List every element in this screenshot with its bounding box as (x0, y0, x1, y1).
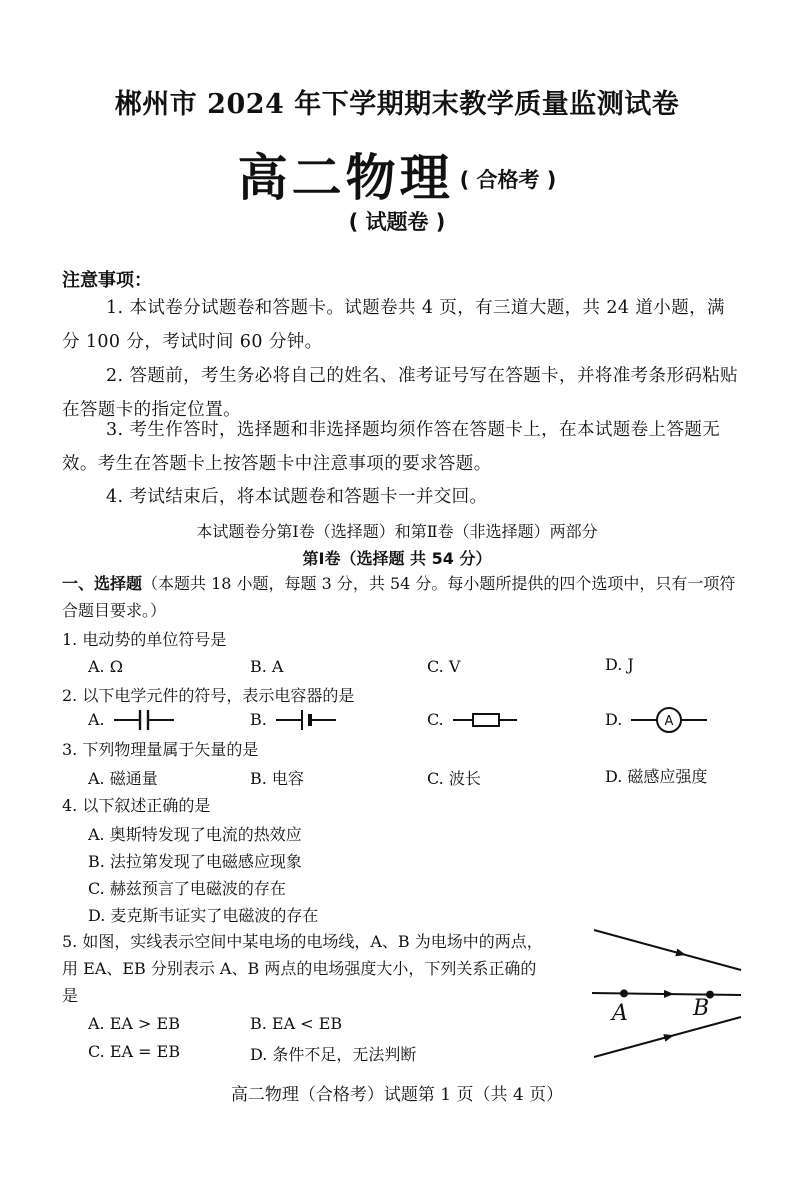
part-1-instructions: （本题共 18 小题，每题 3 分，共 54 分。每小题所提供的四个选项中，只有一项符合题目要求。） (62, 574, 736, 620)
subject-note: ( 合格考 ) (459, 168, 557, 192)
ammeter-icon (631, 706, 707, 734)
q5-option-c: C. EA = EB (88, 1042, 181, 1061)
part-1-label: 一、选择题 (62, 574, 143, 593)
field-line-top (594, 930, 741, 970)
notice-title: 注意事项： (62, 270, 152, 291)
q3-option-a: A. 磁通量 (88, 769, 158, 788)
q5-option-d: D. 条件不足，无法判断 (250, 1045, 417, 1064)
subject-heading (0, 138, 794, 210)
page-footer: 高二物理（合格考）试题第 1 页（共 4 页） (230, 1085, 564, 1105)
q2-option-b (250, 708, 336, 732)
q2-option-d-label: D. (605, 709, 623, 729)
q5-option-a: A. EA > EB (88, 1014, 180, 1033)
question-4-stem: 4. 以下叙述正确的是 (62, 796, 211, 815)
field-line-middle (592, 993, 741, 995)
ammeter-letter: A (664, 714, 674, 729)
q4-option-c: C. 赫兹预言了电磁波的存在 (88, 879, 286, 898)
parts-intro: 本试题卷分第Ⅰ卷（选择题）和第Ⅱ卷（非选择题）两部分 (196, 522, 598, 541)
notice-item-1: 1. 本试卷分试题卷和答题卡。试题卷共 4 页，有三道大题，共 24 道小题，满分 100 分，考试时间 60 分钟。 (62, 298, 725, 352)
part-1-heading (62, 570, 742, 624)
point-a-label: A (612, 1001, 628, 1026)
subject-title: 高二物理 (237, 149, 454, 207)
q2-option-c (427, 708, 517, 732)
capacitor-icon (114, 708, 174, 732)
q4-option-d: D. 麦克斯韦证实了电磁波的存在 (88, 906, 319, 925)
q2-option-b-label: B. (250, 709, 267, 729)
section-1-title: 第Ⅰ卷（选择题 共 54 分） (302, 549, 492, 568)
q3-option-d: D. 磁感应强度 (605, 767, 708, 786)
q2-option-d (605, 706, 707, 734)
q4-option-b: B. 法拉第发现了电磁感应现象 (88, 852, 302, 871)
question-5-stem-line-1: 5. 如图，实线表示空间中某电场的电场线，A、B 为电场中的两点， (62, 932, 543, 951)
question-5-stem-line-2: 用 EA、EB 分别表示 A、B 两点的电场强度大小，下列关系正确的 (62, 959, 537, 978)
question-1-stem: 1. 电动势的单位符号是 (62, 630, 227, 649)
paper-type: ( 试题卷 ) (348, 210, 446, 234)
q3-option-b: B. 电容 (250, 769, 304, 788)
question-2-stem: 2. 以下电学元件的符号，表示电容器的是 (62, 686, 355, 705)
q1-option-c: C. V (427, 657, 461, 676)
exam-title: 郴州市 2024 年下学期期末教学质量监测试卷 (114, 89, 680, 120)
q1-option-a: A. Ω (88, 657, 123, 676)
q1-option-b: B. A (250, 657, 284, 676)
electric-field-figure (586, 920, 746, 1065)
question-5-stem-line-3: 是 (62, 986, 79, 1005)
notice-item-2: 2. 答题前，考生务必将自己的姓名、准考证号写在答题卡，并将准考条形码粘贴在答题卡的指定位置。 (62, 366, 739, 420)
q3-option-c: C. 波长 (427, 769, 481, 788)
q1-option-d: D. J (605, 655, 634, 674)
resistor-icon (453, 708, 517, 732)
q2-option-a (88, 708, 174, 732)
point-a-dot (620, 989, 628, 997)
q2-option-a-label: A. (88, 709, 105, 729)
notice-item-4: 4. 考试结束后，将本试题卷和答题卡一并交回。 (106, 487, 488, 507)
question-3-stem: 3. 下列物理量属于矢量的是 (62, 740, 259, 759)
point-b-label: B (693, 996, 710, 1021)
q2-option-c-label: C. (427, 709, 444, 729)
q5-option-b: B. EA < EB (250, 1014, 343, 1033)
q4-option-a: A. 奥斯特发现了电流的热效应 (88, 825, 302, 844)
battery-icon (276, 708, 336, 732)
notice-item-3: 3. 考生作答时，选择题和非选择题均须作答在答题卡上，在本试题卷上答题无效。考生在答题卡上按答题卡中注意事项的要求答题。 (62, 420, 721, 474)
